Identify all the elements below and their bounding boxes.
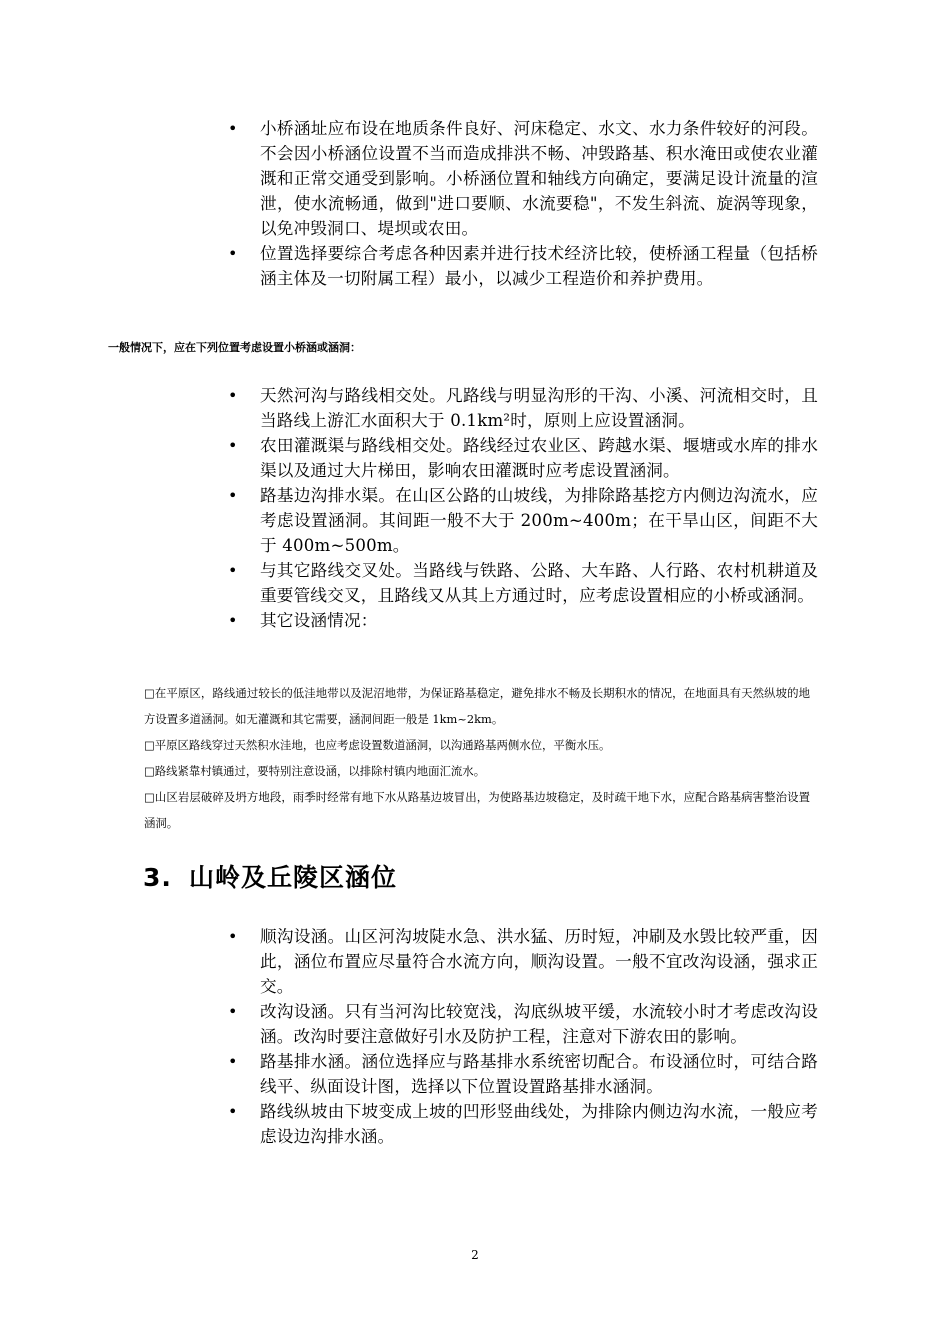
list-item-text: 小桥涵址应布设在地质条件良好、河床稳定、水文、水力条件较好的河段。不会因小桥涵位设置不当而造成排洪不畅、冲毁路基、积水淹田或使农业灌溉和正常交通受到影响。小桥涵位置和轴线方向确定，要满足设计流量的渲泄，使水流畅通，做到"进口要顺、水流要稳"，不发生斜流、旋涡等现象，以免冲毁洞口、堤坝或农田。	[260, 119, 818, 238]
list-item	[228, 1049, 818, 1099]
list-item-text: 与其它路线交叉处。当路线与铁路、公路、大车路、人行路、农村机耕道及重要管线交叉，且路线又从其上方通过时，应考虑设置相应的小桥或涵洞。	[260, 561, 818, 605]
page-number: 2	[471, 1248, 479, 1262]
list-item-text: 路线纵坡由下坡变成上坡的凹形竖曲线处，为排除内侧边沟水流，一般应考虑设边沟排水涵。	[260, 1102, 818, 1146]
general-heading: 一般情况下，应在下列位置考虑设置小桥涵或涵洞：	[108, 341, 361, 354]
list-item-text: 天然河沟与路线相交处。凡路线与明显沟形的干沟、小溪、河流相交时，且当路线上游汇水面积大于 0.1km²时，原则上应设置涵洞。	[260, 386, 818, 430]
section-heading	[143, 858, 397, 898]
bullet-icon: •	[228, 611, 238, 630]
list-item	[228, 433, 818, 483]
list-item	[228, 483, 818, 558]
bullet-icon: •	[228, 1052, 238, 1071]
list-item	[228, 608, 818, 633]
bullet-icon: •	[228, 561, 238, 580]
bullet-icon: •	[228, 386, 238, 405]
other-case-text: □在平原区，路线通过较长的低洼地带以及泥沼地带，为保证路基稳定，避免排水不畅及长期积水的情况，在地面具有天然纵坡的地方设置多道涵洞。如无灌溉和其它需要，涵洞间距一般是 1km~2km。	[144, 686, 810, 726]
section-number: 3.	[143, 863, 172, 892]
list-item	[228, 999, 818, 1049]
bullet-icon: •	[228, 486, 238, 505]
other-case-text: □平原区路线穿过天然积水洼地，也应考虑设置数道涵洞，以沟通路基两侧水位，平衡水压。	[144, 738, 611, 752]
list-item-text: 路基边沟排水渠。在山区公路的山坡线，为排除路基挖方内侧边沟流水，应考虑设置涵洞。其间距一般不大于 200m~400m；在干旱山区，间距不大于 400m~500m。	[260, 486, 818, 555]
bullet-icon: •	[228, 436, 238, 455]
list-item-text: 路基排水涵。涵位选择应与路基排水系统密切配合。布设涵位时，可结合路线平、纵面设计图，选择以下位置设置路基排水涵洞。	[260, 1052, 818, 1096]
list-item	[228, 116, 818, 241]
list-item	[228, 1099, 818, 1149]
list-item	[228, 383, 818, 433]
other-case-text: □山区岩层破碎及坍方地段，雨季时经常有地下水从路基边坡冒出，为使路基边坡稳定，及时疏干地下水，应配合路基病害整治设置涵洞。	[144, 790, 810, 830]
bullet-icon: •	[228, 927, 238, 946]
location-bullet-list	[228, 383, 818, 633]
other-cases-list	[144, 680, 810, 836]
bullet-icon: •	[228, 1102, 238, 1121]
list-item	[228, 241, 818, 291]
list-item-text: 其它设涵情况：	[260, 611, 378, 630]
list-item	[228, 924, 818, 999]
list-item-text: 顺沟设涵。山区河沟坡陡水急、洪水猛、历时短，冲刷及水毁比较严重，因此，涵位布置应尽量符合水流方向，顺沟设置。一般不宜改沟设涵，强求正交。	[260, 927, 818, 996]
other-case-text: □路线紧靠村镇通过，要特别注意设涵，以排除村镇内地面汇流水。	[144, 764, 486, 778]
list-item-text: 位置选择要综合考虑各种因素并进行技术经济比较，使桥涵工程量（包括桥涵主体及一切附属工程）最小，以减少工程造价和养护费用。	[260, 244, 818, 288]
list-item-text: 改沟设涵。只有当河沟比较宽浅，沟底纵坡平缓，水流较小时才考虑改沟设涵。改沟时要注意做好引水及防护工程，注意对下游农田的影响。	[260, 1002, 818, 1046]
intro-bullet-list	[228, 116, 818, 291]
bullet-icon: •	[228, 119, 238, 138]
section-bullet-list	[228, 924, 818, 1149]
list-item	[228, 558, 818, 608]
section-title-text: 山岭及丘陵区涵位	[189, 863, 398, 892]
bullet-icon: •	[228, 1002, 238, 1021]
bullet-icon: •	[228, 244, 238, 263]
list-item-text: 农田灌溉渠与路线相交处。路线经过农业区、跨越水渠、堰塘或水库的排水渠以及通过大片梯田，影响农田灌溉时应考虑设置涵洞。	[260, 436, 818, 480]
